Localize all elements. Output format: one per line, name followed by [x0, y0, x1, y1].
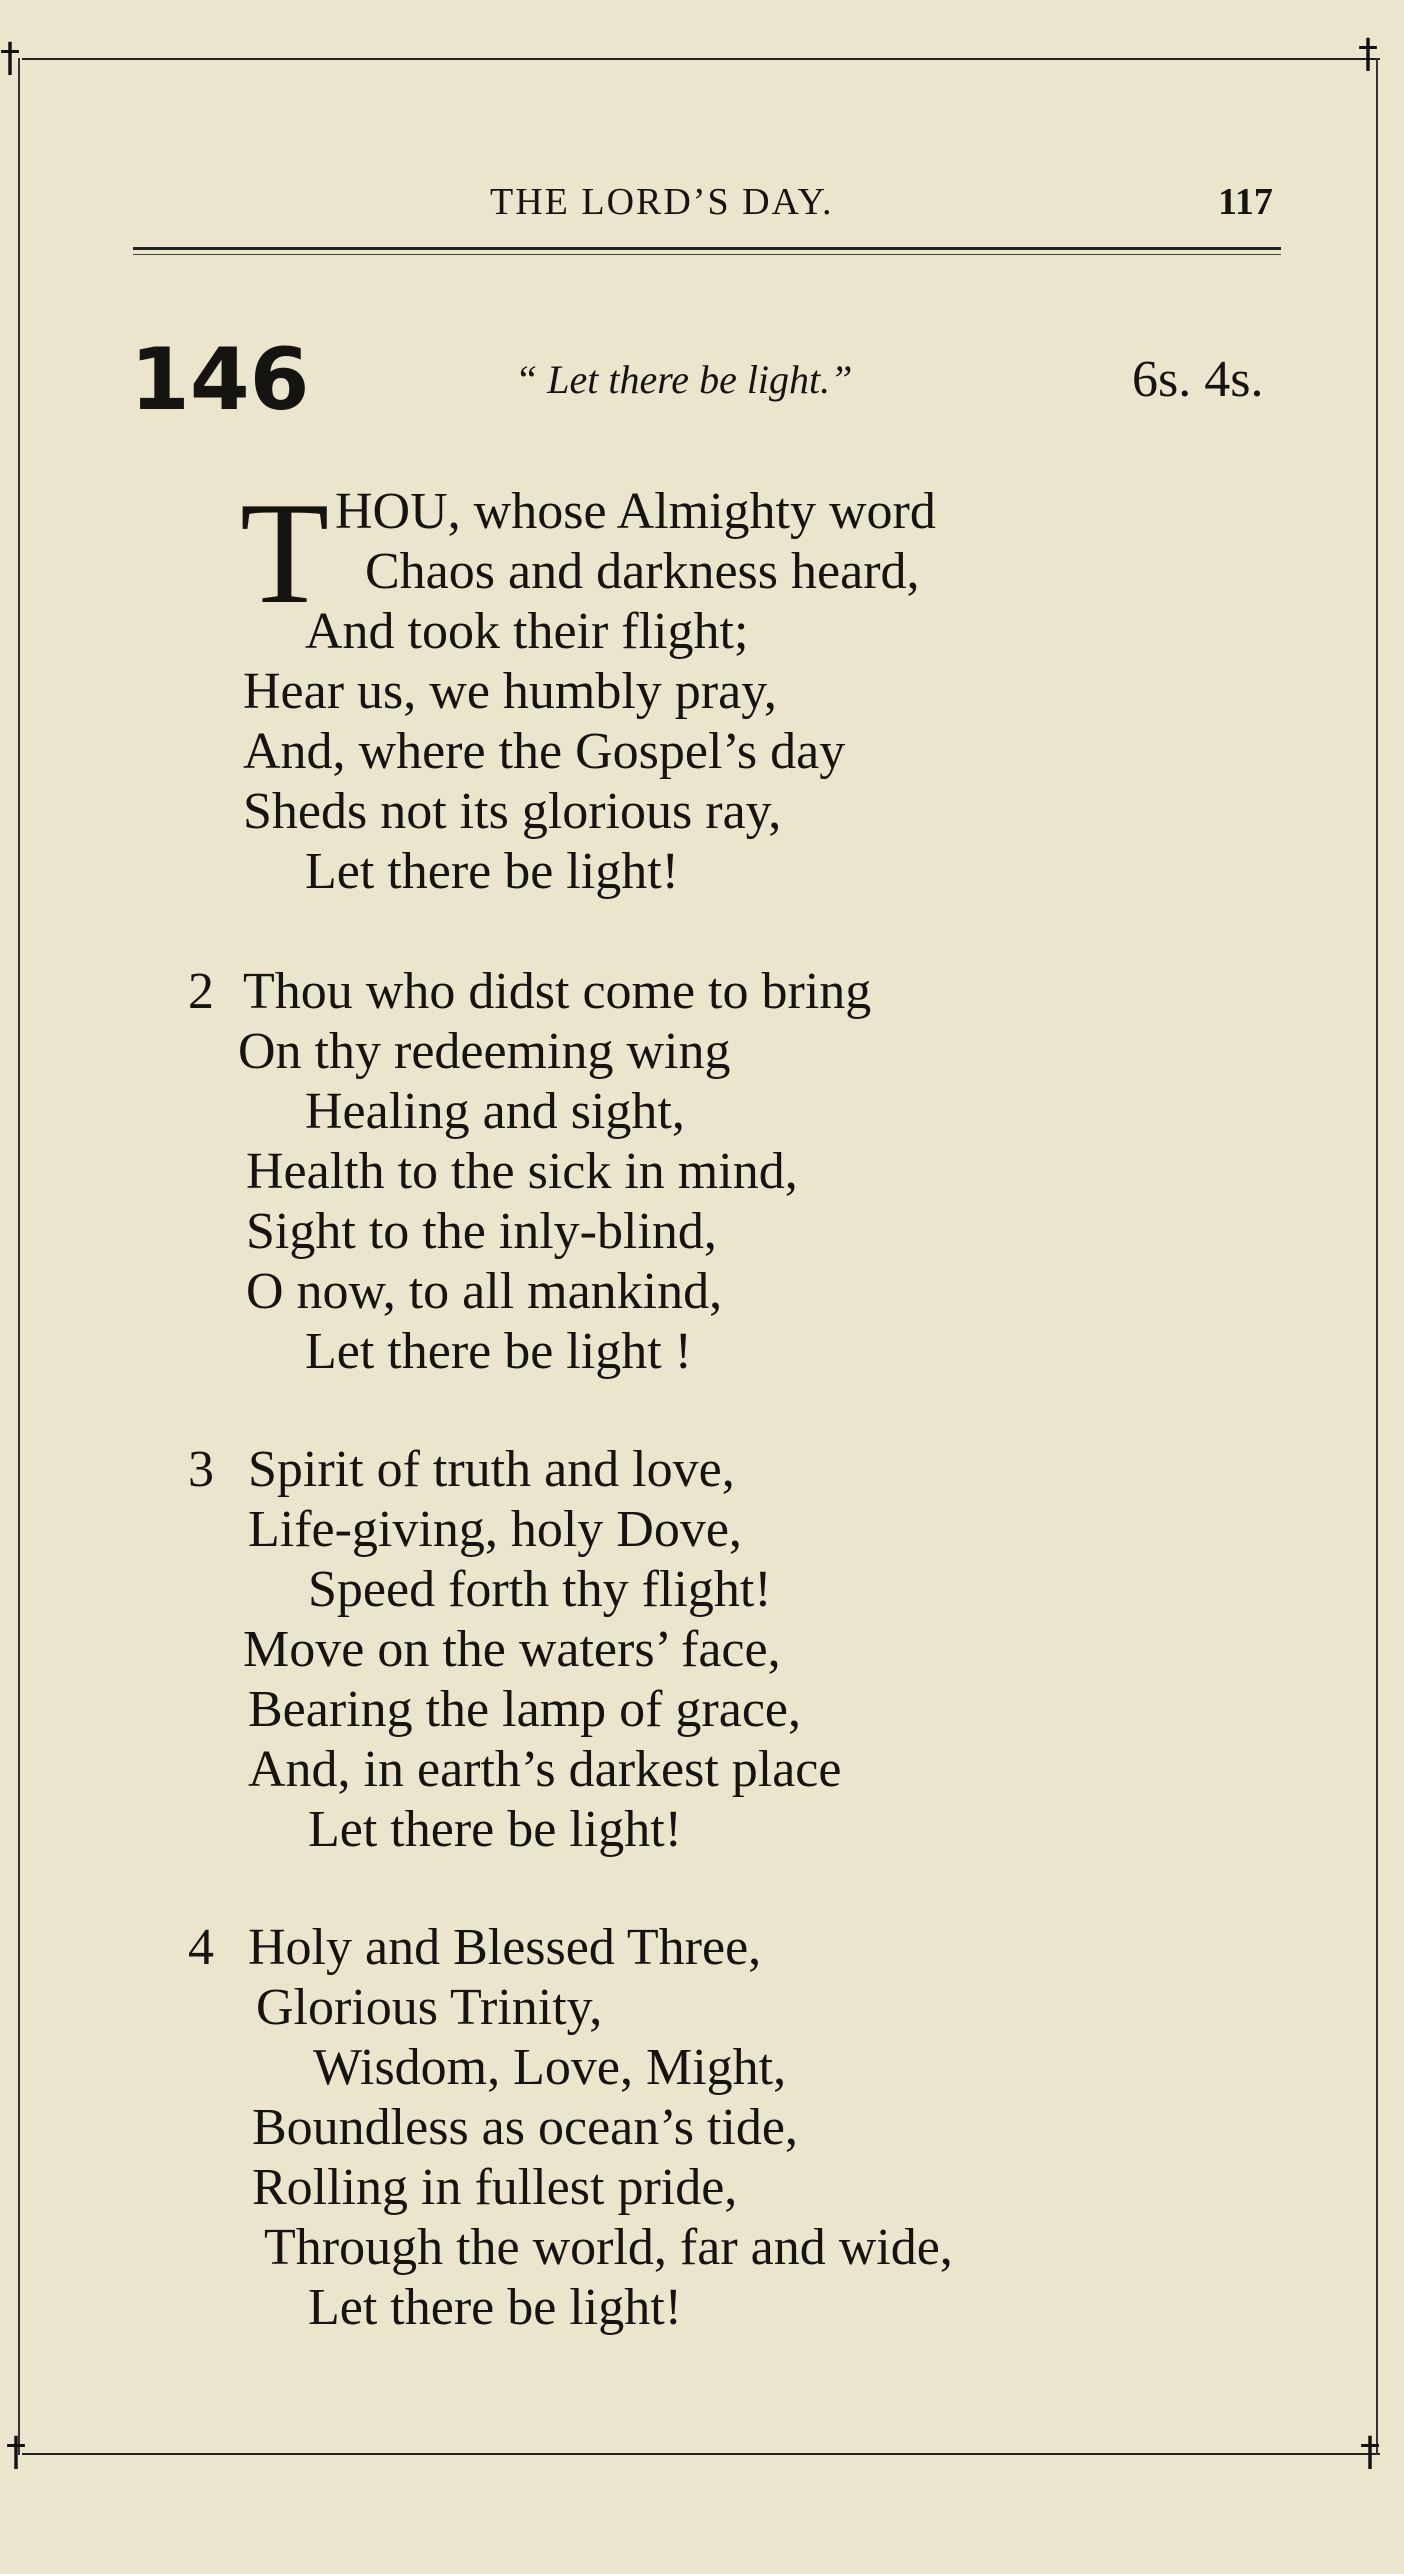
hymn-title: “ Let there be light.”: [515, 357, 853, 402]
verse-line: Sight to the inly-blind,: [246, 1203, 717, 1260]
right-border-rule: [1376, 58, 1378, 2455]
verse-line: Move on the waters’ face,: [243, 1621, 781, 1678]
verse-line: O now, to all mankind,: [246, 1263, 723, 1320]
verse-line: And, in earth’s darkest place: [248, 1741, 842, 1798]
verse-line: And, where the Gospel’s day: [243, 723, 846, 780]
verse-line: Wisdom, Love, Might,: [313, 2039, 787, 2096]
verse-line: And took their flight;: [305, 603, 749, 660]
verse-line: HOU, whose Almighty word: [335, 483, 936, 540]
verse-line: Rolling in fullest pride,: [252, 2159, 738, 2216]
verse-line: On thy redeeming wing: [238, 1023, 731, 1080]
corner-ornament-icon: †: [6, 2429, 26, 2475]
page-number: 117: [1218, 181, 1273, 223]
corner-ornament-icon: †: [0, 35, 20, 81]
verse-line: Speed forth thy flight!: [308, 1561, 772, 1618]
verse-line: Let there be light!: [308, 1801, 682, 1858]
stanza-number: 3: [188, 1441, 214, 1498]
left-border-rule: [18, 58, 20, 2455]
top-border-rule: [22, 58, 1380, 60]
verse-line: Bearing the lamp of grace,: [248, 1681, 801, 1738]
verse-line: Health to the sick in mind,: [246, 1143, 798, 1200]
verse-line: Life-giving, holy Dove,: [248, 1501, 742, 1558]
running-head: THE LORD’S DAY.: [490, 181, 834, 223]
verse-line: Hear us, we humbly pray,: [243, 663, 777, 720]
verse-line: Thou who didst come to bring: [243, 963, 872, 1020]
stanza-number: 2: [188, 963, 214, 1020]
header-rule: [133, 254, 1281, 255]
hymn-number: 146: [130, 330, 310, 430]
verse-line: Boundless as ocean’s tide,: [252, 2099, 798, 2156]
header-rule: [133, 247, 1281, 250]
verse-line: Glorious Trinity,: [256, 1979, 603, 2036]
corner-ornament-icon: †: [1360, 2429, 1380, 2475]
verse-line: Let there be light !: [305, 1323, 692, 1380]
verse-line: Healing and sight,: [305, 1083, 685, 1140]
verse-line: Through the world, far and wide,: [264, 2219, 953, 2276]
verse-line: Sheds not its glorious ray,: [243, 783, 782, 840]
bottom-border-rule: [22, 2453, 1380, 2455]
verse-line: Let there be light!: [305, 843, 679, 900]
verse-line: Holy and Blessed Three,: [248, 1919, 762, 1976]
verse-line: Let there be light!: [308, 2279, 682, 2336]
verse-line: Spirit of truth and love,: [248, 1441, 735, 1498]
corner-ornament-icon: †: [1358, 31, 1378, 77]
stanza-number: 4: [188, 1919, 214, 1976]
drop-cap: T: [240, 472, 330, 634]
hymn-meter: 6s. 4s.: [1132, 351, 1264, 408]
verse-line: Chaos and darkness heard,: [365, 543, 920, 600]
